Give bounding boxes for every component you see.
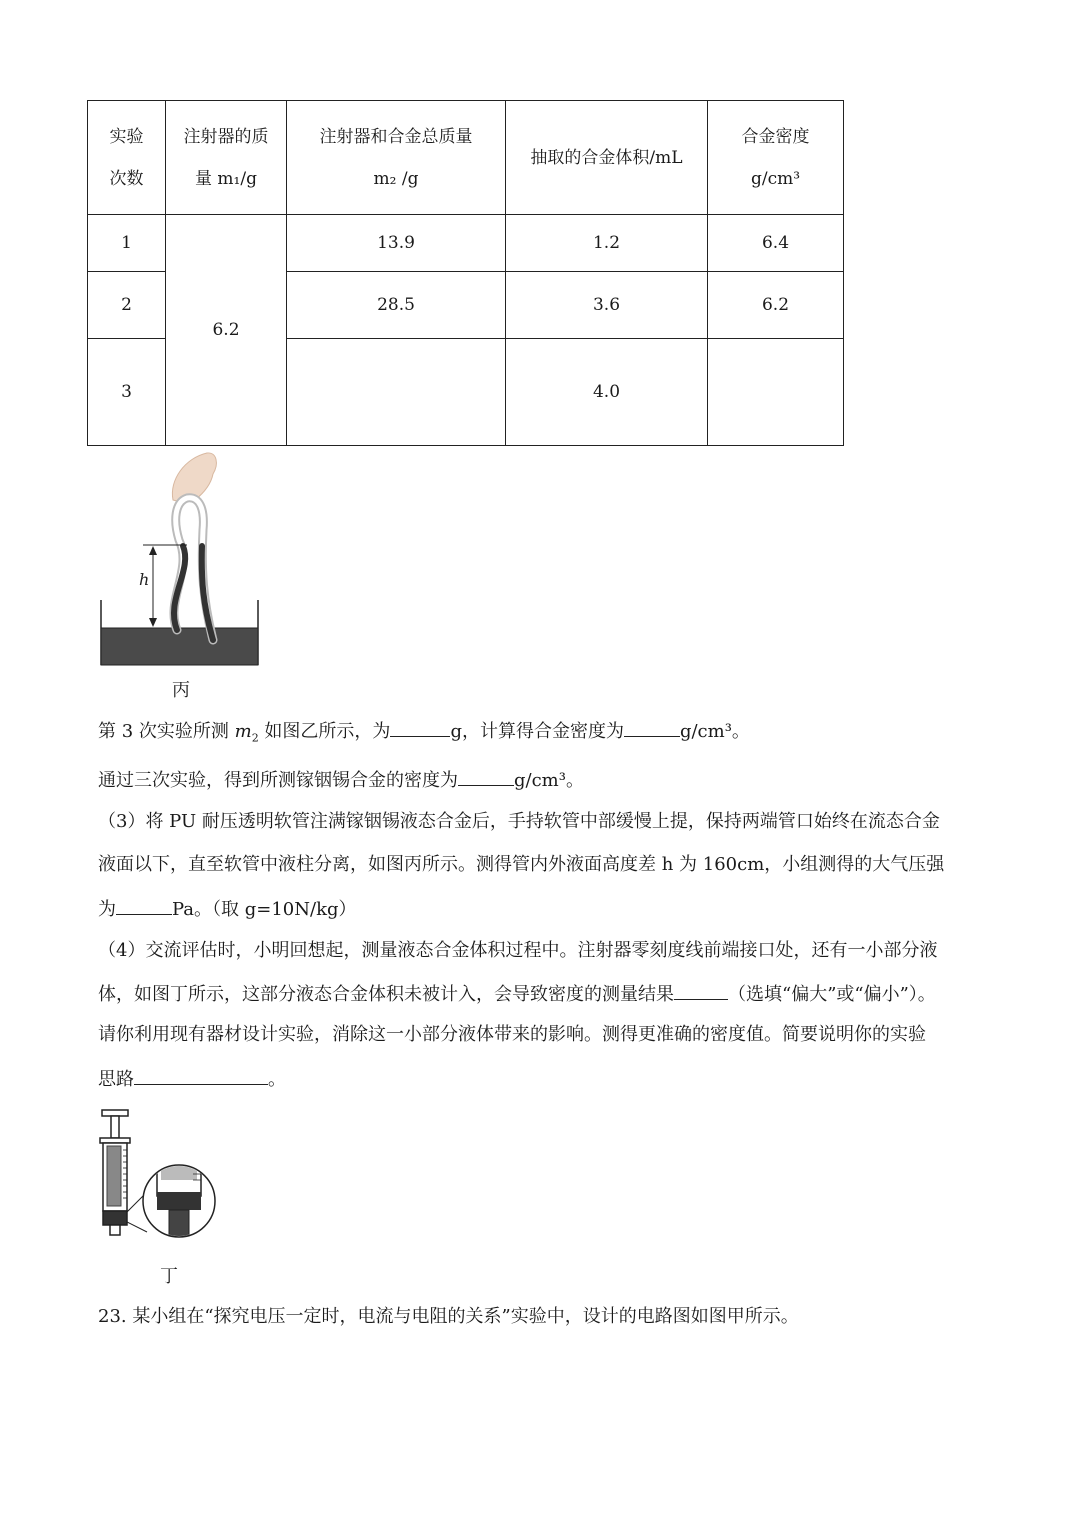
header-volume: 抽取的合金体积/mL bbox=[506, 101, 708, 215]
table-header-row bbox=[88, 101, 844, 215]
question4-line1: （4）交流评估时，小明回想起，测量液态合金体积过程中。注射器零刻度线前端接口处，还有一小部分液 bbox=[98, 940, 938, 961]
answer-blank-pressure[interactable] bbox=[116, 896, 172, 915]
question3-line3: 为 Pa。（取 g=10N/kg） bbox=[98, 896, 357, 922]
cell-m1-shared: 6.2 bbox=[166, 215, 287, 446]
header-m2: 注射器和合金总质量 m₂ /g bbox=[287, 101, 506, 215]
cell-volume: 4.0 bbox=[506, 339, 708, 446]
question3-line2: 液面以下，直至软管中液柱分离，如图丙所示。测得管内外液面高度差 h 为 160cm，小组测得的大气压强 bbox=[98, 854, 945, 875]
header-trial: 实验 次数 bbox=[88, 101, 166, 215]
figure-ding-label: 丁 bbox=[160, 1266, 178, 1287]
cell-m2 bbox=[287, 339, 506, 446]
question3-line1: （3）将 PU 耐压透明软管注满镓铟锡液态合金后，手持软管中部缓慢上提，保持两端管口始终在流态合金 bbox=[98, 811, 940, 832]
question-average-density: 通过三次实验，得到所测镓铟锡合金的密度为 g/cm³。 bbox=[98, 767, 584, 793]
experiment-table bbox=[87, 100, 844, 446]
answer-blank-density3[interactable] bbox=[624, 718, 680, 737]
cell-volume: 3.6 bbox=[506, 272, 708, 339]
question4-line3: 请你利用现有器材设计实验，消除这一小部分液体带来的影响。测得更准确的密度值。简要说明你的实验 bbox=[98, 1024, 926, 1045]
cell-trial: 3 bbox=[88, 339, 166, 446]
answer-blank-avg-density[interactable] bbox=[458, 767, 514, 786]
answer-blank-bias[interactable] bbox=[674, 981, 728, 1000]
figure-bing-label: 丙 bbox=[172, 680, 190, 701]
figure-ding-syringe bbox=[95, 1106, 225, 1241]
cell-trial: 1 bbox=[88, 215, 166, 272]
answer-blank-m2[interactable] bbox=[390, 718, 450, 737]
cell-volume: 1.2 bbox=[506, 215, 708, 272]
cell-m2: 13.9 bbox=[287, 215, 506, 272]
question4-line4: 思路 。 bbox=[98, 1066, 286, 1092]
figure-bing-tube bbox=[95, 450, 265, 670]
question4-line2: 体，如图丁所示，这部分液态合金体积未被计入，会导致密度的测量结果 （选填“偏大”或“偏小”）。 bbox=[98, 981, 936, 1007]
cell-density: 6.4 bbox=[708, 215, 844, 272]
cell-trial: 2 bbox=[88, 272, 166, 339]
header-density: 合金密度 g/cm³ bbox=[708, 101, 844, 215]
question23-intro: 23. 某小组在“探究电压一定时，电流与电阻的关系”实验中，设计的电路图如图甲所示。 bbox=[98, 1306, 799, 1327]
table-row bbox=[88, 215, 844, 272]
h-label: h bbox=[139, 570, 150, 589]
cell-density: 6.2 bbox=[708, 272, 844, 339]
question-m2: 第 3 次实验所测 $m_2$ 如图乙所示，为 g，计算得合金密度为 g/cm³。 bbox=[98, 718, 750, 751]
cell-m2: 28.5 bbox=[287, 272, 506, 339]
cell-density bbox=[708, 339, 844, 446]
header-m1: 注射器的质 量 m₁/g bbox=[166, 101, 287, 215]
answer-blank-method[interactable] bbox=[134, 1066, 268, 1085]
